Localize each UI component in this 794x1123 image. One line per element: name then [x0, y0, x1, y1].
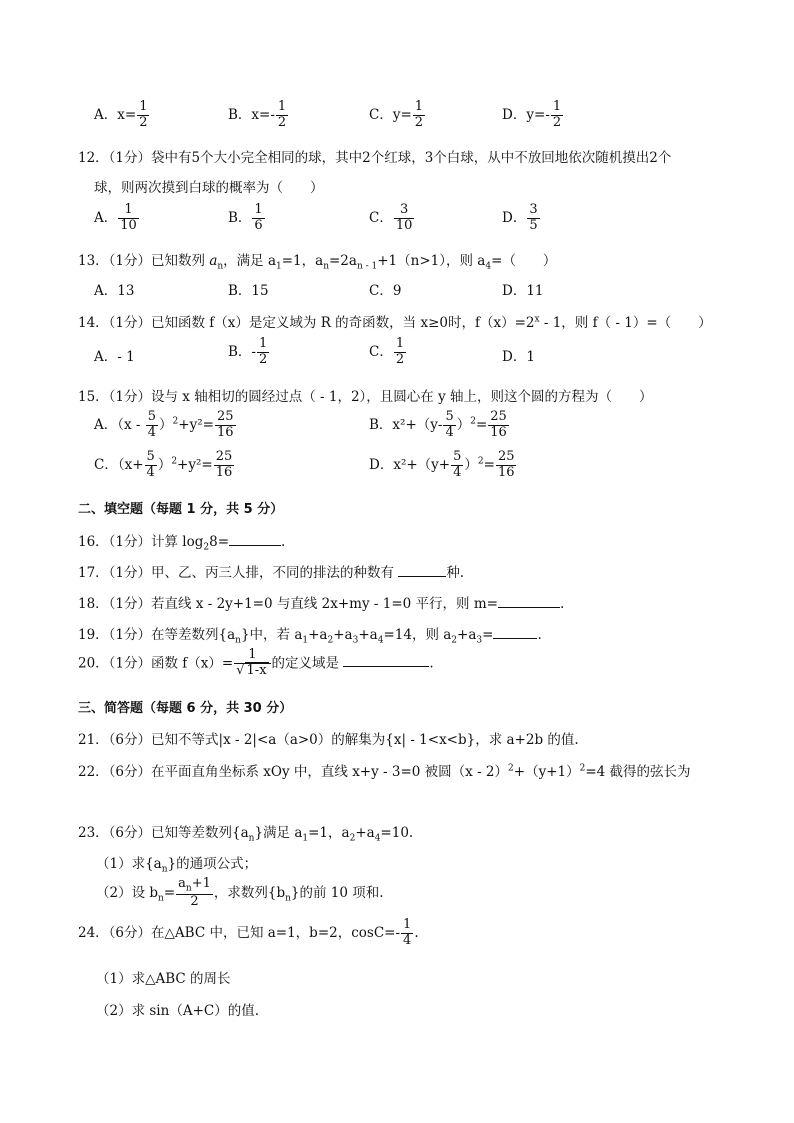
q15-stem: 15．（1分）设与 x 轴相切的圆经过点（ - 1，2），且圆心在 y 轴上，则这个圆的方程为（ ） [78, 389, 653, 405]
fraction: $\frac{1}{2}$ [414, 99, 424, 130]
q24-part2: （2）求 sin（A+C）的值. [96, 1003, 260, 1019]
q16: 16．（1分）计算 $\log_28=$ . [78, 530, 794, 553]
q23-part1: （1）求$\{a_n\}$的通项公式； [96, 856, 258, 875]
fraction: $\frac{5}{4}$ [146, 449, 155, 480]
q14-option-a: A．- 1 [94, 349, 135, 365]
q11-option-a: A．x= $\frac{1}{2}$ [94, 99, 148, 130]
fraction: $\frac{25}{16}$ [215, 449, 233, 480]
fraction: $\frac{5}{4}$ [147, 409, 157, 440]
q12-option-a: A． $\frac{1}{10}$ [94, 202, 137, 233]
fraction: $\frac{1}{4}$ [403, 917, 412, 948]
q21: 21．（6分）已知不等式|x - 2|<a（a>0）的解集为{x| - 1<x<b}，求 a+2b 的值. [78, 732, 579, 748]
q13-option-d: D．11 [502, 283, 544, 299]
fraction: $\frac{3}{10}$ [395, 202, 413, 233]
fraction: $\frac{1}{2}$ [395, 336, 405, 367]
fraction: $\frac{1}{√ 1-x}$ [234, 648, 270, 680]
q15-option-a: A．（x - $\frac{5}{4}$ ）$^2$+y²= $\frac{25}{16}$ [94, 409, 234, 440]
fraction: $\frac{25}{16}$ [497, 449, 515, 480]
fraction: $\frac{25}{16}$ [490, 409, 507, 440]
q14-options [0, 337, 794, 371]
q15-option-c: C．（x+ $\frac{5}{4}$ ）$^2$+y²= $\frac{25}{16}$ [94, 449, 233, 480]
q15-option-d: D．x²+（y+ $\frac{5}{4}$ ）$^2$= $\frac{25}{16}$ [369, 449, 515, 480]
q11-option-d: D．y=- $\frac{1}{2}$ [502, 99, 562, 130]
q13-stem: 13．（1分）已知数列 $a_n$，满足 $a_1=1$，$a_n=2a_{n - 1}+1(n>1)$，则 $a_4=$（ ） [78, 253, 557, 272]
fraction: $\frac{1}{6}$ [254, 202, 263, 233]
sqrt-icon: √ 1-x [236, 662, 267, 678]
q11-options [0, 100, 794, 134]
fraction: $\frac{1}{2}$ [552, 99, 562, 130]
q14-option-d: D．1 [502, 349, 535, 365]
q12-stem-line2: 球，则两次摸到白球的概率为（ ） [94, 180, 324, 196]
q14-option-c: C． $\frac{1}{2}$ [369, 336, 405, 367]
q11-option-c: C．y= $\frac{1}{2}$ [369, 99, 424, 130]
q13-option-a: A．13 [94, 283, 135, 299]
q24-part1: （1）求△ABC 的周长 [96, 971, 231, 987]
q12-option-c: C． $\frac{3}{10}$ [369, 202, 413, 233]
fraction: $\frac{25}{16}$ [216, 409, 234, 440]
answer-blank[interactable] [229, 531, 281, 546]
q15-options-row1 [0, 410, 794, 446]
q23-part2: （2）设 $b_n=$ $\frac{a_n+1}{2}$ ，求数列$\{b_n\}$的前 10 项和. [96, 876, 384, 909]
section-heading-short-answer: 三、简答题（每题 6 分，共 30 分） [78, 701, 293, 716]
fraction: $\frac{5}{4}$ [445, 409, 454, 440]
answer-blank[interactable] [343, 652, 429, 667]
q14-stem: 14．（1分）已知函数 f（x）是定义域为 R 的奇函数，当 x≥0时，$f(x)=2^x - 1$，则 f（ - 1）=（ ） [78, 314, 712, 331]
fraction: $\frac{1}{10}$ [120, 202, 137, 233]
q12-option-b: B． $\frac{1}{6}$ [228, 202, 263, 233]
q14-option-b: B．- $\frac{1}{2}$ [228, 336, 268, 367]
q23-stem: 23．（6分）已知等差数列$\{a_n\}$满足 $a_1=1$，$a_2+a_4=10$. [78, 825, 414, 844]
answer-blank[interactable] [493, 624, 537, 639]
q15-option-b: B．x²+（y- $\frac{5}{4}$ ）$^2$= $\frac{25}{16}$ [369, 409, 507, 440]
q17: 17．（1分）甲、乙、丙三人排，不同的排法的种数有 种. [78, 561, 794, 581]
fraction: $\frac{1}{2}$ [277, 99, 287, 130]
answer-blank[interactable] [498, 593, 560, 608]
fraction: $\frac{1}{2}$ [139, 99, 148, 130]
fraction: $\frac{5}{4}$ [453, 449, 462, 480]
q12-stem-line1: 12．（1分）袋中有5个大小完全相同的球，其中2个红球，3个白球，从中不放回地依次随机摸出2个 [78, 150, 672, 166]
q12-options [0, 203, 794, 237]
q11-option-b: B．x=- $\frac{1}{2}$ [228, 99, 287, 130]
q13-option-b: B．15 [228, 283, 269, 299]
q18: 18．（1分）若直线 x - 2y+1=0 与直线 2x+my - 1=0 平行，则 m= . [78, 592, 794, 612]
q22: 22．（6分）在平面直角坐标系 xOy 中，直线 x+y - 3=0 被圆$(x - 2)^2+(y+1)^2=4$ 截得的弦长为 [78, 763, 691, 780]
section-heading-fill-in: 二、填空题（每题 1 分，共 5 分） [78, 502, 284, 517]
answer-blank[interactable] [398, 562, 446, 577]
q13-option-c: C．9 [369, 283, 402, 299]
q12-option-d: D． $\frac{3}{5}$ [502, 202, 538, 233]
q15-options-row2 [0, 450, 794, 486]
fraction: $\frac{3}{5}$ [529, 202, 538, 233]
q24-stem: 24．（6分）在△ABC 中，已知 a=1，b=2，cosC=- $\frac{1}{4}$ . [78, 917, 419, 948]
q20: 20．（1分）函数 f（x）= $\frac{1}{√ 1-x}$ 的定义域是 . [78, 647, 434, 678]
fraction: $\frac{1}{2}$ [258, 336, 268, 367]
q19: 19．（1分）在等差数列$\{a_n\}$中，若 $a_1+a_2+a_3+a_4=14$，则 $a_2+a_3=$ . [78, 623, 794, 646]
fraction: $\frac{a_n+1}{2}$ [178, 876, 211, 909]
